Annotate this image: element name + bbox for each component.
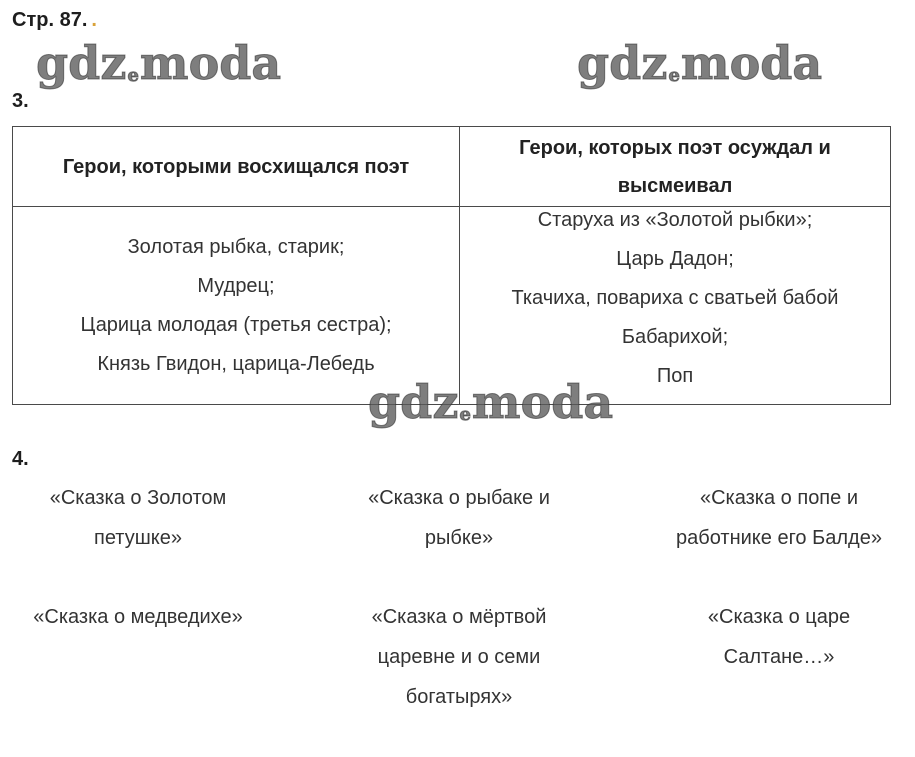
heroes-table (12, 126, 891, 405)
page-number (12, 9, 97, 32)
section-3-number: 3. (12, 90, 29, 112)
tale-item: «Сказка о рыбаке и рыбке» (368, 487, 550, 549)
tale-item: «Сказка о попе и работнике его Балде» (676, 487, 882, 549)
section-4-number: 4. (12, 448, 29, 470)
admired-item: Мудрец; (197, 274, 275, 297)
condemned-item: Бабарихой; (621, 326, 729, 348)
tale-item: «Сказка о царе Салтане…» (707, 606, 851, 668)
watermark-logo-top-left: gdzemoda (36, 36, 282, 90)
condemned-item: Ткачиха, повариха с сватьей бабой (511, 287, 839, 309)
page-marker: . (91, 9, 97, 31)
heroes-table-header-row (13, 127, 891, 207)
tale-item: «Сказка о Золотом петушке» (49, 487, 227, 549)
condemned-item: Старуха из «Золотой рыбки»; (537, 209, 813, 231)
watermark-logo-top-right: gdzemoda (577, 36, 823, 90)
condemned-item: Поп (656, 365, 694, 387)
header-admired: Герои, которыми восхищался поэт (13, 127, 460, 207)
tale-item: «Сказка о мёртвой царевне и о семи богатырях» (371, 606, 547, 708)
admired-item: Царица молодая (третья сестра); (80, 313, 392, 336)
watermark-logo-center: gdzemoda (368, 375, 614, 429)
header-condemned: Герои, которых поэт осуждал и высмеивал (460, 127, 891, 207)
condemned-item: Царь Дадон; (616, 248, 734, 270)
admired-item: Золотая рыбка, старик; (127, 235, 345, 258)
admired-item: Князь Гвидон, царица-Лебедь (97, 352, 375, 375)
tale-item: «Сказка о медведихе» (33, 606, 243, 628)
page-number-label: Стр. 87. (12, 9, 88, 31)
